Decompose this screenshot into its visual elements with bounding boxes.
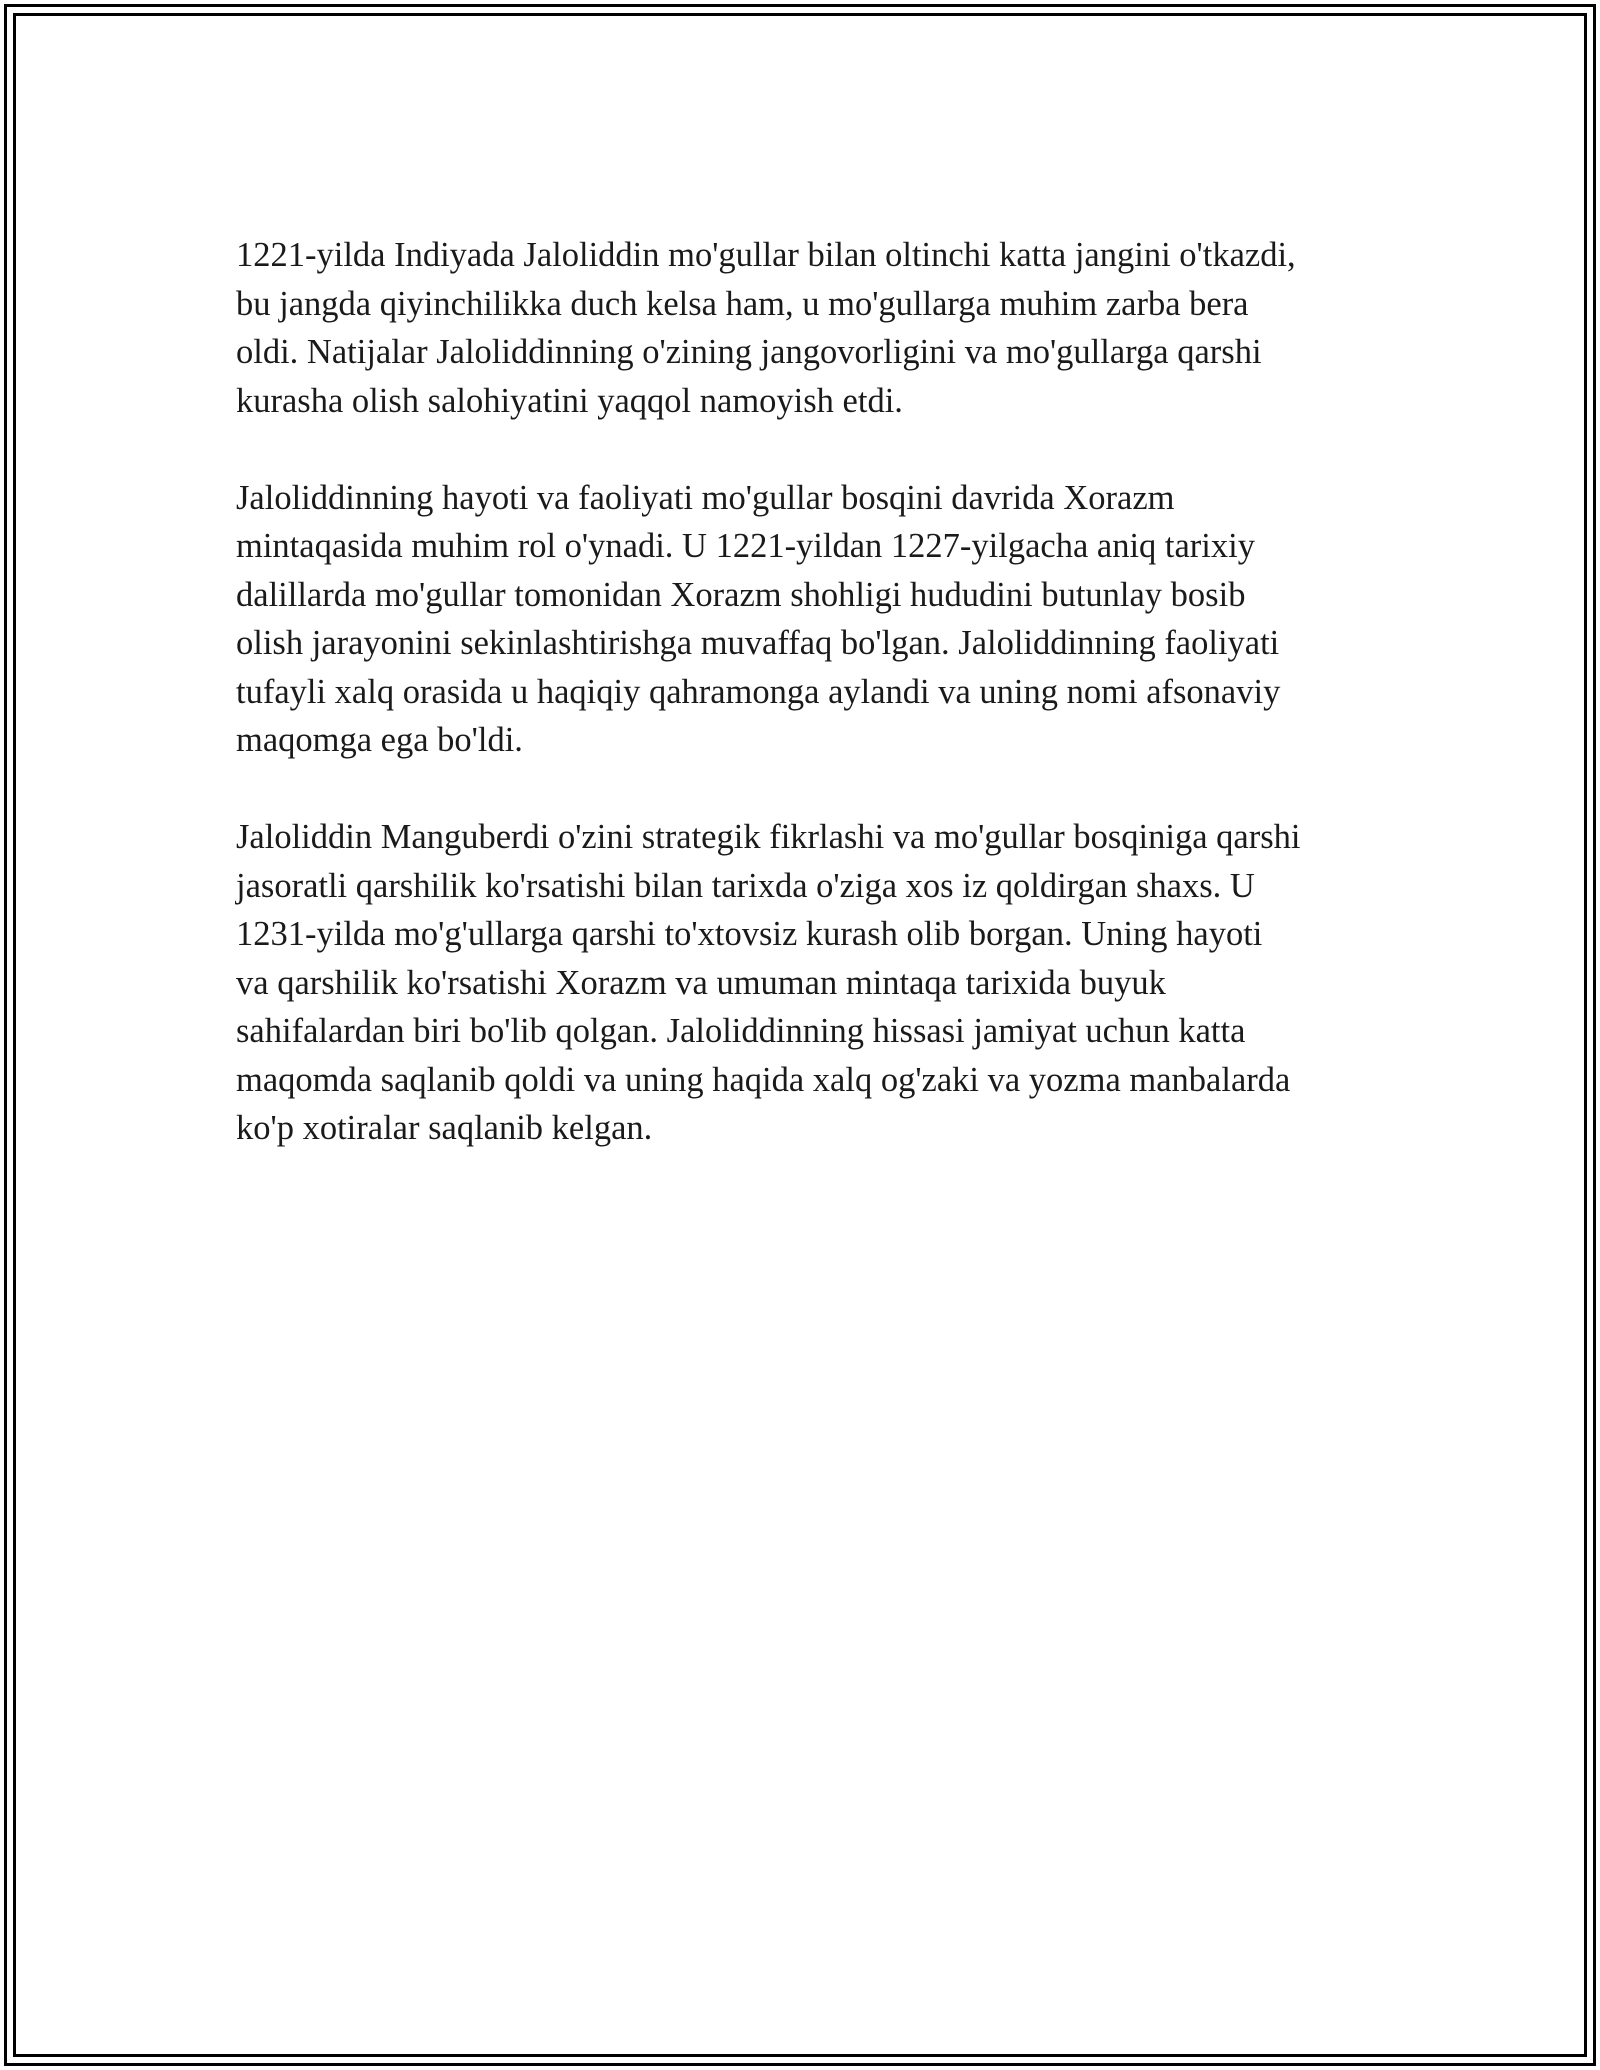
paragraph-2: Jaloliddinning hayoti va faoliyati mo'gullar bosqini davrida Xorazm mintaqasida muhim rol o'ynadi. U 1221-yildan 1227-yilgacha aniq tarixiy dalillarda mo'gullar tomonidan Xorazm shohligi hududini butunlay bosib olish jarayonini sekinlashtirishga muvaffaq bo'lgan. Jaloliddinning faoliyati tufayli xalq orasida u haqiqiy qahramonga aylandi va uning nomi afsonaviy maqomga ega bo'ldi. [236, 478, 1281, 759]
paragraph-1: 1221-yilda Indiyada Jaloliddin mo'gullar bilan oltinchi katta jangini o'tkazdi, bu jangda qiyinchilikka duch kelsa ham, u mo'gullarga muhim zarba bera oldi. Natijalar Jaloliddinning o'zining jangovorligini va mo'gullarga qarshi kurasha olish salohiyatini yaqqol namoyish etdi. [236, 236, 1296, 420]
paragraph-3: Jaloliddin Manguberdi o'zini strategik fikrlashi va mo'gullar bosqiniga qarshi jasoratli qarshilik ko'rsatishi bilan tarixda o'ziga xos iz qoldirgan shaxs. U 1231-yilda mo'g'ullarga qarshi to'xtovsiz kurash olib borgan. Uning hayoti va qarshilik ko'rsatishi Xorazm va umuman mintaqa tarixida buyuk sahifalardan biri bo'lib qolgan. Jaloliddinning hissasi jamiyat uchun katta maqomda saqlanib qoldi va uning haqida xalq og'zaki va yozma manbalarda ko'p xotiralar saqlanib kelgan. [236, 818, 1301, 1147]
document-body [236, 231, 1386, 1201]
